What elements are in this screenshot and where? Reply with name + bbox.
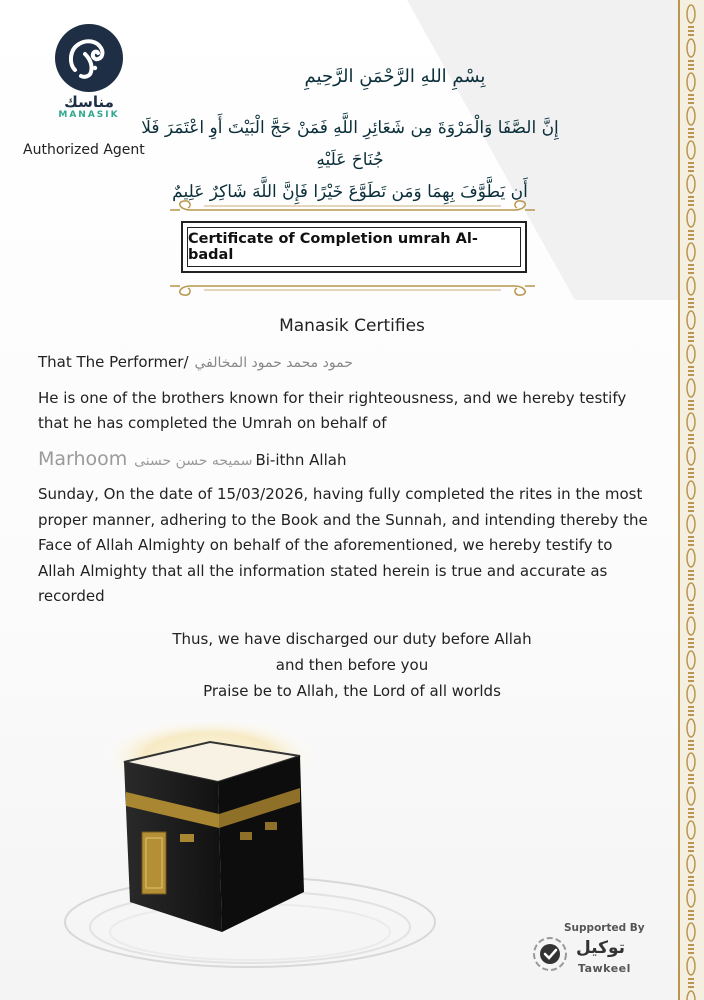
- closing-line-2: and then before you: [275, 656, 429, 674]
- logo-english-text: MANASIK: [58, 110, 120, 120]
- body-intro: He is one of the brothers known for their righteousness, and we hereby testify that he has completed the Umrah on behalf of: [38, 389, 627, 432]
- ornament-bottom: [170, 278, 535, 298]
- certifies-heading: Manasik Certifies: [279, 316, 425, 336]
- certificate-title: Certificate of Completion umrah Al-badal: [187, 227, 521, 267]
- supported-by-label: Supported By: [564, 922, 645, 934]
- ornament-top: [170, 198, 535, 218]
- closing-block: [0, 626, 704, 704]
- authorized-agent-label: Authorized Agent: [23, 142, 145, 158]
- ram-head-icon: [55, 24, 123, 92]
- verse-line-1: إِنَّ الصَّفَا وَالْمَرْوَةَ مِن شَعَائِرِ اللَّهِ فَمَنْ حَجَّ الْبَيْتَ أَوِ اعْتَمَرَ فَلَا جُنَاحَ عَلَيْهِ: [141, 118, 559, 170]
- certificate-title-box: [181, 221, 527, 273]
- beneficiary-suffix: Bi-ithn Allah: [255, 451, 347, 469]
- tawkeel-check-icon: [530, 934, 570, 974]
- performer-label: That The Performer/: [38, 353, 189, 371]
- closing-line-3: Praise be to Allah, the Lord of all worlds: [203, 682, 501, 700]
- body-main: Sunday, On the date of 15/03/2026, having fully completed the rites in the most proper manner, adhering to the Book and the Sunnah, and intending thereby the Face of Allah Almighty on behalf of the aforementioned, we hereby testify to Allah Almighty that all the information stated herein is true and accurate as recorded: [38, 485, 648, 605]
- performer-name: حمود محمد حمود المخالفي: [194, 355, 353, 371]
- beneficiary-prefix: Marhoom: [38, 448, 128, 470]
- performer-line: [38, 353, 353, 371]
- basmala: بِسْمِ اللهِ الرَّحْمَنِ الرَّحِيمِ: [304, 66, 486, 87]
- border-pattern: [680, 0, 702, 1000]
- sponsor-english: Tawkeel: [578, 962, 631, 975]
- verse-line-2: أَن يَطَّوَّفَ بِهِمَا وَمَن تَطَوَّعَ خَيْرًا فَإِنَّ اللَّهَ شَاكِرٌ عَلِيمٌ: [172, 182, 528, 202]
- kaaba-illustration: [60, 722, 440, 972]
- beneficiary-name: سميحه حسن حسنى: [134, 453, 253, 469]
- sponsor-block: [528, 918, 648, 988]
- closing-line-1: Thus, we have discharged our duty before Allah: [172, 630, 532, 648]
- decorative-border: [678, 0, 704, 1000]
- sponsor-arabic: توكيل: [576, 938, 626, 958]
- logo-arabic-text: مناسك: [64, 93, 114, 111]
- beneficiary-line: [38, 448, 346, 470]
- manasik-logo: [40, 24, 138, 132]
- quran-verse: [140, 112, 560, 208]
